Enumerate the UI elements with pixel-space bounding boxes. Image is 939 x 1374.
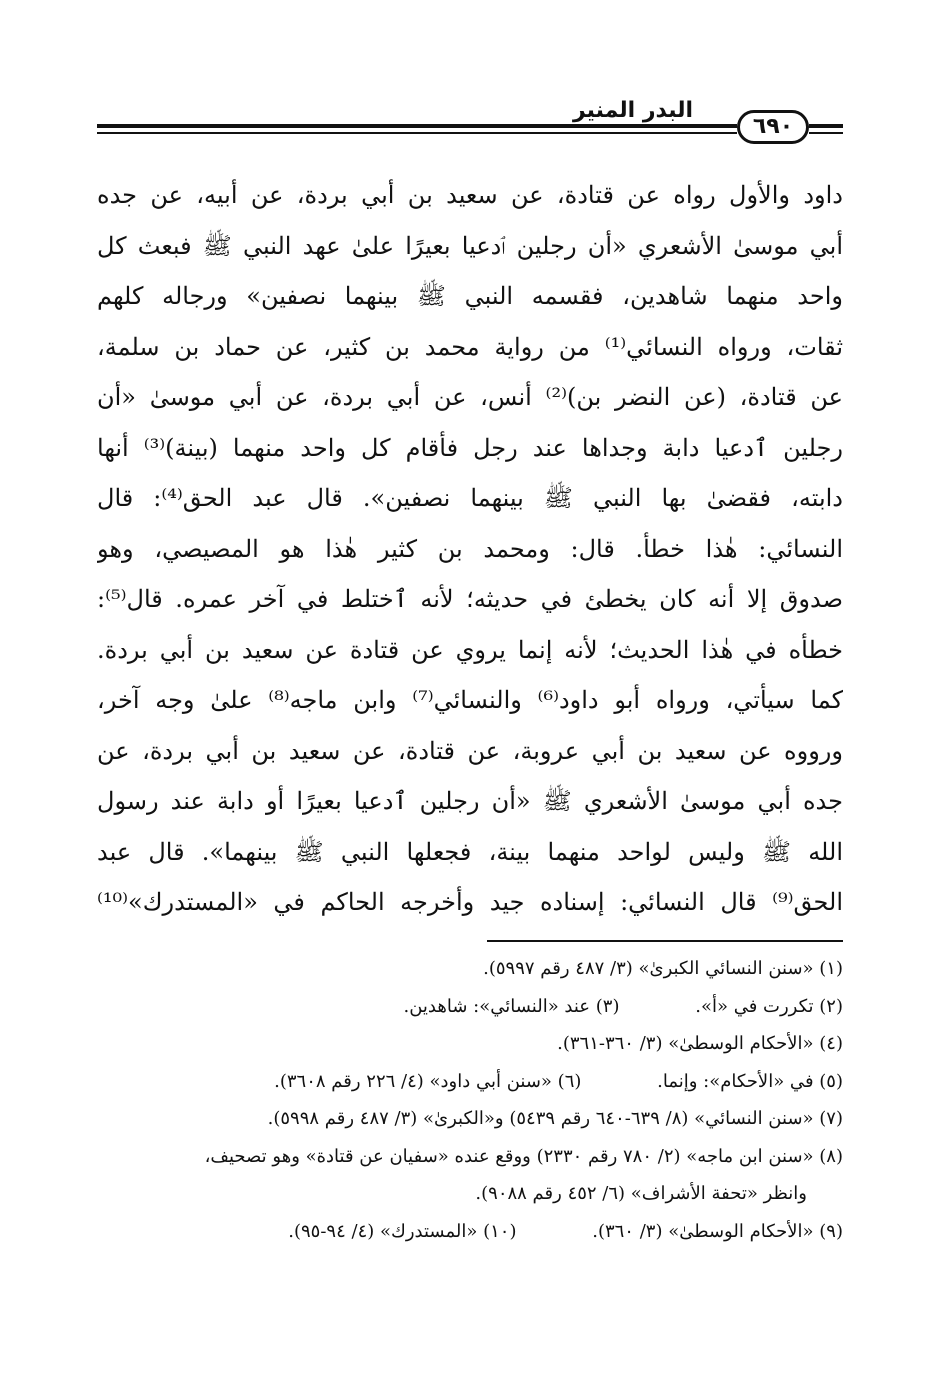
footnote-8-cont: وانظر «تحفة الأشراف» (٦/ ٤٥٢ رقم ٩٠٨٨). (475, 1183, 807, 1204)
text-line: دابته، فقضىٰ بها النبي ﷺ بينهما نصفين». قال عبد الحق⁽⁴⁾: قال (97, 484, 843, 512)
text-line: صدوق إلا أنه كان يخطئ في حديثه؛ لأنه ٱختلط في آخر عمره. قال⁽⁵⁾: (97, 585, 843, 613)
footnote-8: (٨) «سنن ابن ماجه» (٢/ ٧٨٠ رقم ٢٣٣٠) ووقع عنده «سفيان عن قتادة» وهو تصحيف، (204, 1145, 843, 1167)
footnote-6: (٦) «سنن أبي داود» (٤/ ٢٢٦ رقم ٣٦٠٨). (274, 1070, 582, 1092)
main-text (97, 170, 843, 928)
book-title: البدر المنير (572, 98, 693, 123)
text-line: الله ﷺ وليس لواحد منهما بينة، فجعلها النبي ﷺ بينهما». قال عبد (97, 837, 843, 866)
page-number: ٦٩٠ (737, 110, 809, 144)
text-line: كما سيأتي، ورواه أبو داود⁽⁶⁾ والنسائي⁽⁷⁾ وابن ماجه⁽⁸⁾ علىٰ وجه آخر، (97, 686, 843, 714)
footnote-separator (487, 940, 843, 942)
header-rule-thick (97, 124, 737, 128)
text-line: واحد منهما شاهدين، فقسمه النبي ﷺ بينهما نصفين» ورجاله كلهم (97, 282, 843, 310)
header-rule-thin (97, 132, 737, 134)
text-line: الحق⁽⁹⁾ قال النسائي: إسناده جيد وأخرجه الحاكم في «المستدرك»⁽¹⁰⁾ (97, 888, 843, 916)
text-line: ورووه عن سعيد بن أبي عروبة، عن قتادة، عن سعيد بن أبي بردة، عن (97, 736, 843, 765)
footnote-3: (٣) عند «النسائي»: شاهدين. (403, 995, 620, 1017)
page-header (97, 96, 843, 156)
footnotes (97, 950, 843, 1250)
text-line: عن قتادة، (عن النضر بن)⁽²⁾ أنس، عن أبي بردة، عن أبي موسىٰ «أن (97, 383, 843, 411)
text-line: جده أبي موسىٰ الأشعري ﷺ «أن رجلين ٱدعيا بعيرًا أو دابة عند رسول (97, 787, 843, 815)
text-line: ثقات، ورواه النسائي⁽¹⁾ من رواية محمد بن كثير، عن حماد بن سلمة، (97, 332, 843, 361)
footnote-9: (٩) «الأحكام الوسطىٰ» (٣/ ٣٦٠). (592, 1220, 843, 1242)
header-rule-thin-right (809, 132, 843, 134)
footnote-row-2-3 (97, 988, 843, 1026)
footnote-7: (٧) «سنن النسائي» (٨/ ٦٣٩-٦٤٠ رقم ٥٤٣٩) و«الكبرىٰ» (٣/ ٤٨٧ رقم ٥٩٩٨). (267, 1108, 843, 1129)
footnote-row-5-6 (97, 1063, 843, 1101)
text-line: خطأه في هٰذا الحديث؛ لأنه إنما يروي عن قتادة عن سعيد بن أبي بردة. (97, 635, 843, 664)
footnote-1: (١) «سنن النسائي الكبرىٰ» (٣/ ٤٨٧ رقم ٥٩٩٧). (483, 958, 843, 979)
footnote-10: (١٠) «المستدرك» (٤/ ٩٤-٩٥). (288, 1220, 517, 1242)
footnote-5: (٥) في «الأحكام»: وإنما. (657, 1070, 843, 1092)
header-rule-thick-right (809, 124, 843, 128)
text-line: داود والأول رواه عن قتادة، عن سعيد بن أبي بردة، عن أبيه، عن جده (97, 181, 843, 209)
text-line: أبي موسىٰ الأشعري «أن رجلين ٱدعيا بعيرًا علىٰ عهد النبي ﷺ فبعث كل (97, 231, 843, 260)
footnote-2: (٢) تكررت في «أ». (695, 995, 843, 1017)
footnote-row-9-10 (97, 1213, 843, 1251)
footnote-4: (٤) «الأحكام الوسطىٰ» (٣/ ٣٦٠-٣٦١). (557, 1033, 843, 1054)
text-line: النسائي: هٰذا خطأ. قال: ومحمد بن كثير هٰذا هو المصيصي، وهو (97, 534, 843, 563)
text-line: رجلين ٱدعيا دابة وجداها عند رجل فأقام كل واحد منهما (بينة)⁽³⁾ أنها (97, 433, 843, 462)
